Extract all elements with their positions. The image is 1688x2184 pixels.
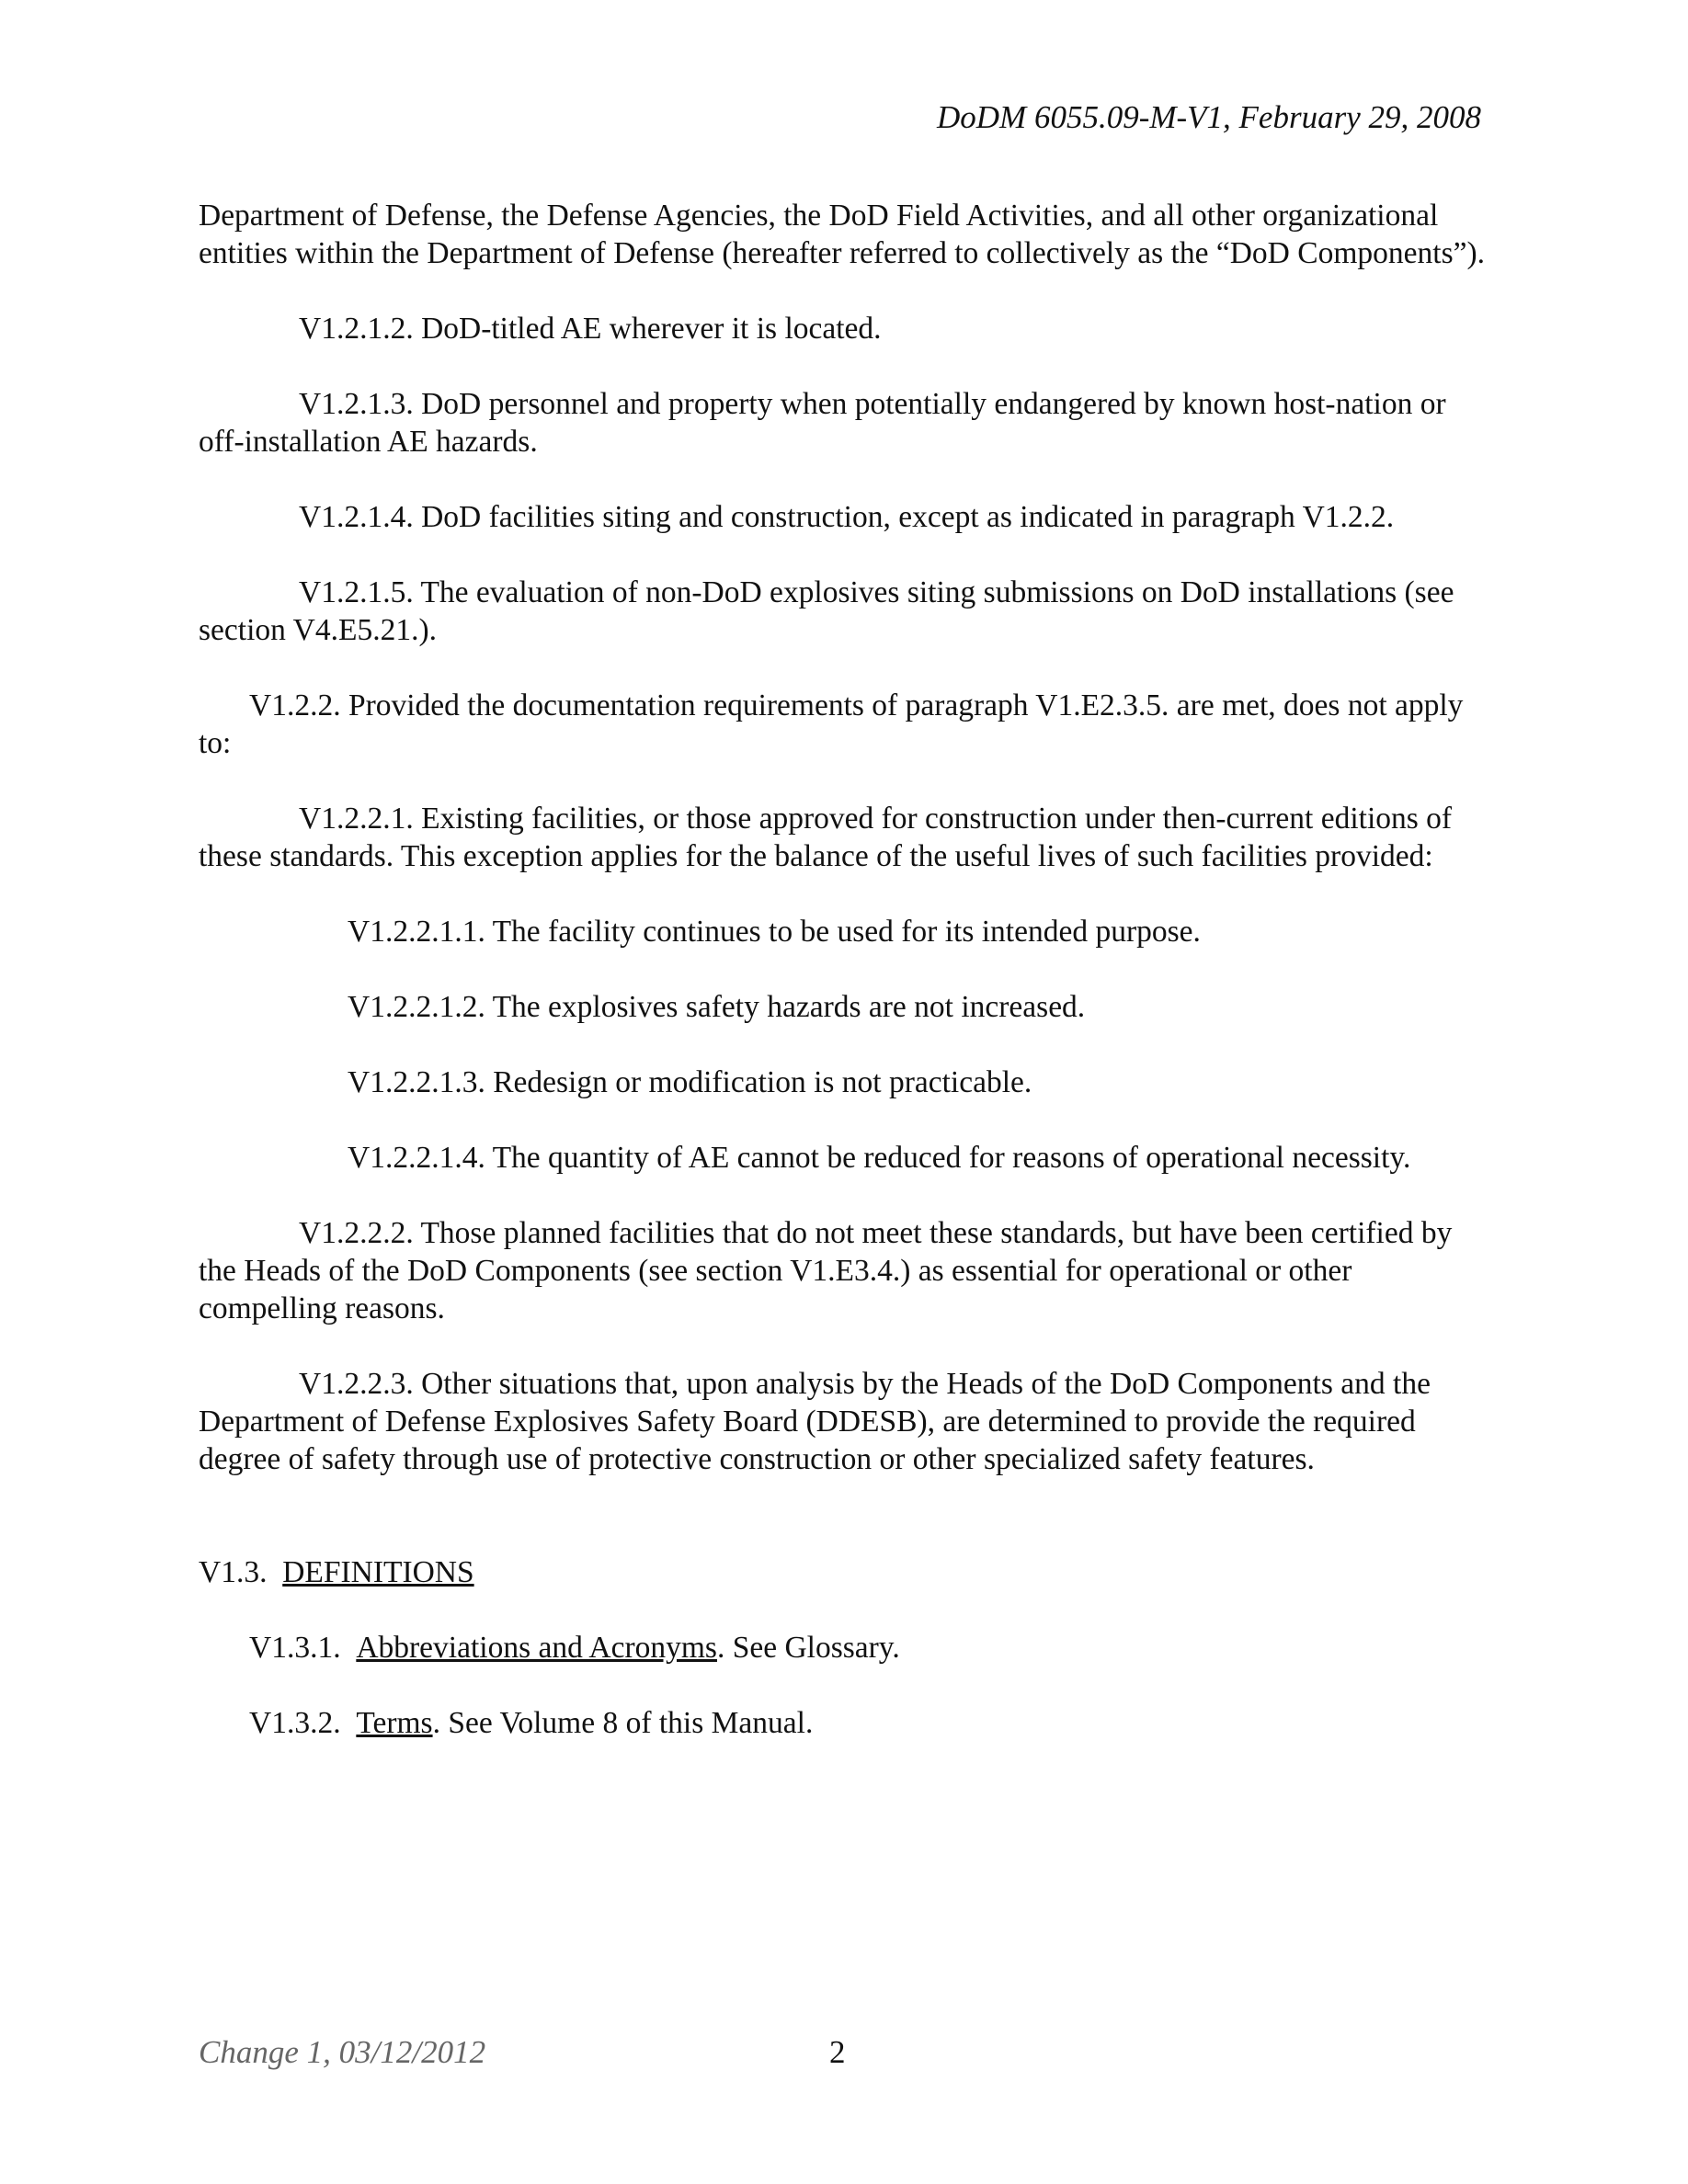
footer-change-note: Change 1, 03/12/2012: [199, 2034, 486, 2070]
paragraph-v1-2-2-1-3: V1.2.2.1.3. Redesign or modification is not practicable.: [348, 1065, 1032, 1099]
paragraph-v1-2-2-1-1: V1.2.2.1.1. The facility continues to be used for its intended purpose.: [348, 915, 1201, 949]
definition-term: Terms: [356, 1706, 433, 1740]
paragraph-v1-2-2-1-4: V1.2.2.1.4. The quantity of AE cannot be reduced for reasons of operational necessity.: [348, 1141, 1411, 1175]
definition-text: . See Volume 8 of this Manual.: [432, 1706, 814, 1740]
definition-item-terms: [199, 1704, 1486, 1742]
paragraph-v1-2-1-4: V1.2.1.4. DoD facilities siting and construction, except as indicated in paragraph V1.2.2.: [299, 500, 1395, 534]
document-body: [199, 197, 1486, 1780]
paragraph-v1-2-1-5: V1.2.1.5. The evaluation of non-DoD explosives siting submissions on DoD installations (see section V4.E5.21.).: [199, 575, 1454, 647]
paragraph-v1-2-1-2: V1.2.1.2. DoD-titled AE wherever it is located.: [299, 312, 882, 346]
paragraph-v1-2-2-2: V1.2.2.2. Those planned facilities that do not meet these standards, but have been certified by the Heads of the DoD Components (see section V1.E3.4.) as essential for operational or other compelling reasons.: [199, 1216, 1453, 1325]
paragraph-v1-2-2-3: V1.2.2.3. Other situations that, upon analysis by the Heads of the DoD Components and the Department of Defense Explosives Safety Board (DDESB), are determined to provide the required degree of safety through use of protective construction or other specialized safety features.: [199, 1367, 1431, 1476]
section-number: V1.3.: [199, 1555, 268, 1589]
definition-term: Abbreviations and Acronyms: [356, 1631, 717, 1665]
definition-text: . See Glossary.: [716, 1631, 900, 1665]
section-heading-definitions: [199, 1553, 1486, 1591]
definition-item-abbreviations: [199, 1629, 1486, 1666]
definition-number: V1.3.1.: [249, 1631, 341, 1665]
paragraph-components-continuation: Department of Defense, the Defense Agencies, the DoD Field Activities, and all other organizational entities within the Department of Defense (hereafter referred to collectively as the “DoD Components”).: [199, 199, 1486, 270]
paragraph-v1-2-2-1: V1.2.2.1. Existing facilities, or those approved for construction under then-current editions of these standards. This exception applies for the balance of the useful lives of such facilities provided:: [199, 802, 1453, 873]
definition-number: V1.3.2.: [249, 1706, 341, 1740]
paragraph-v1-2-1-3: V1.2.1.3. DoD personnel and property when potentially endangered by known host-nation or off-installation AE hazards.: [199, 387, 1446, 459]
section-title: DEFINITIONS: [282, 1555, 474, 1589]
document-header: DoDM 6055.09-M-V1, February 29, 2008: [937, 99, 1481, 135]
page-number: 2: [829, 2034, 846, 2070]
paragraph-v1-2-2: V1.2.2. Provided the documentation requirements of paragraph V1.E2.3.5. are met, does not apply to:: [199, 688, 1464, 760]
paragraph-v1-2-2-1-2: V1.2.2.1.2. The explosives safety hazards are not increased.: [348, 990, 1086, 1024]
